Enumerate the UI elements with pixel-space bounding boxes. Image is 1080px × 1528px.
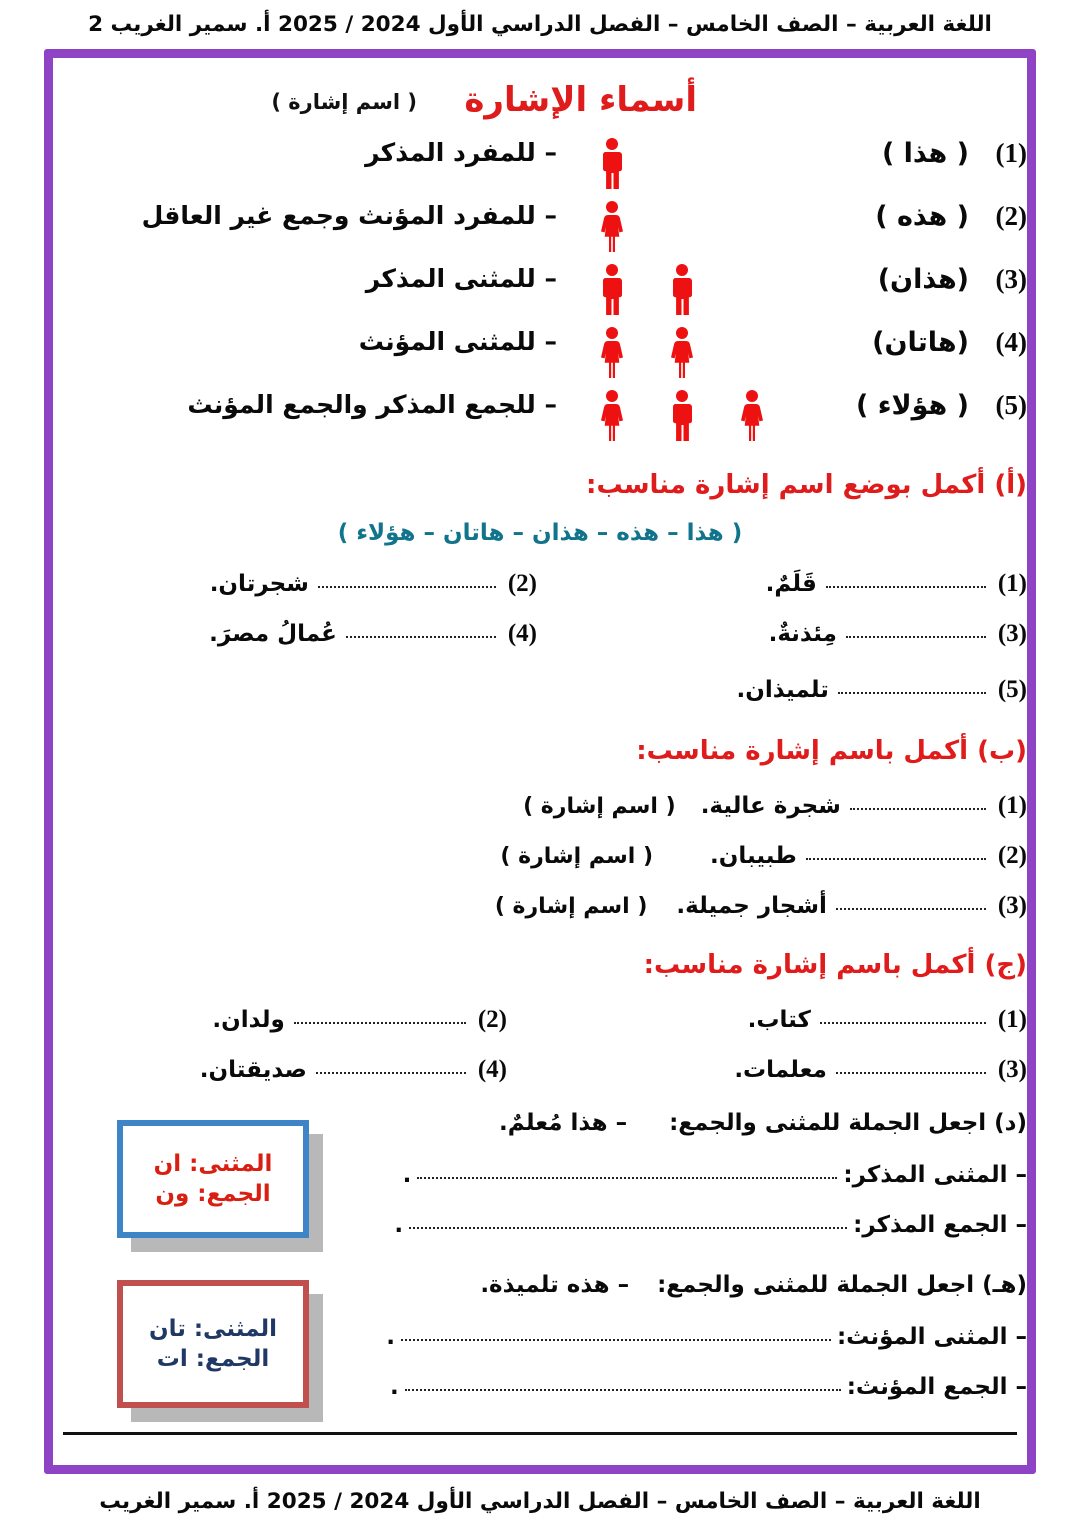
row-description: – للمثنى المؤنث — [358, 327, 557, 356]
item-number: (3) — [997, 620, 1027, 647]
woman-icon — [669, 326, 695, 380]
exercise-item — [766, 620, 1027, 648]
section-d-sentence: – هذا مُعلمٌ. — [499, 1110, 628, 1136]
woman-icon — [739, 389, 765, 443]
answer-blank[interactable] — [294, 1008, 466, 1024]
answer-blank[interactable] — [836, 894, 986, 910]
exercise-item — [197, 1056, 507, 1084]
answer-blank[interactable] — [820, 1008, 986, 1024]
exercise-item — [206, 620, 537, 648]
item-number: (4) — [477, 1056, 507, 1083]
row-number: (1) — [995, 138, 1027, 168]
row-description: – للمفرد المذكر — [365, 138, 557, 167]
exercise-row — [53, 892, 1027, 938]
row-number: (2) — [995, 201, 1027, 231]
row-label — [777, 138, 1027, 169]
exercise-item — [209, 1006, 507, 1034]
page-footer: اللغة العربية – الصف الخامس – الفصل الدراسي الأول 2024 / 2025 أ. سمير الغريب — [99, 1489, 981, 1514]
table-row — [53, 256, 1027, 319]
pictogram-group — [557, 193, 777, 256]
exercise-item — [207, 570, 537, 598]
exercise-item — [763, 570, 1027, 598]
answer-line-label: – المثنى المذكر: — [843, 1162, 1027, 1188]
exercise-item — [745, 1006, 1027, 1034]
item-number: (3) — [997, 1056, 1027, 1083]
exercise-row — [53, 676, 1027, 722]
exercise-item — [523, 792, 1027, 820]
row-number: (3) — [995, 264, 1027, 294]
row-number: (4) — [995, 327, 1027, 357]
woman-icon — [599, 389, 625, 443]
page-header: اللغة العربية – الصف الخامس – الفصل الدراسي الأول 2024 / 2025 أ. سمير الغريب 2 — [88, 12, 992, 37]
item-word: قَلَمٌ. — [765, 571, 817, 597]
section-h-answer-line — [390, 1374, 1027, 1400]
title-row — [53, 80, 1027, 124]
item-word: شجرتان. — [209, 571, 309, 597]
note-plural-rule: الجمع: ون — [155, 1181, 271, 1207]
exercise-row — [53, 842, 1027, 888]
woman-icon — [599, 326, 625, 380]
pictogram-group — [557, 319, 777, 382]
man-icon — [599, 263, 625, 317]
answer-line-label: – الجمع المؤنث: — [846, 1374, 1027, 1400]
answer-blank[interactable] — [405, 1375, 841, 1391]
item-word: تلميذان. — [736, 677, 829, 703]
answer-blank[interactable] — [316, 1058, 466, 1074]
answer-period: . — [394, 1212, 404, 1238]
exercise-item — [495, 892, 1027, 920]
section-d-answer-line — [403, 1162, 1027, 1188]
answer-blank[interactable] — [409, 1213, 847, 1229]
pictogram-group — [557, 130, 777, 193]
answer-blank[interactable] — [417, 1163, 837, 1179]
note-dual-rule: المثنى: ان — [153, 1151, 273, 1177]
exercise-row — [53, 570, 1027, 616]
item-word: ولدان. — [212, 1007, 285, 1033]
item-word: صديقتان. — [199, 1057, 307, 1083]
item-number: (4) — [507, 620, 537, 647]
table-row — [53, 319, 1027, 382]
answer-blank[interactable] — [318, 572, 496, 588]
section-d-heading-text: (د) اجعل الجملة للمثنى والجمع: — [669, 1110, 1027, 1136]
answer-period: . — [402, 1162, 412, 1188]
note-box-feminine — [117, 1280, 309, 1408]
answer-blank[interactable] — [346, 622, 496, 638]
answer-blank[interactable] — [401, 1325, 831, 1341]
exercise-row — [53, 1006, 1027, 1052]
section-h-sentence: – هذه تلميذة. — [480, 1272, 630, 1298]
item-hint: ( اسم إشارة ) — [523, 794, 676, 819]
item-word: معلمات. — [734, 1057, 827, 1083]
worksheet-content — [53, 58, 1027, 1465]
answer-blank[interactable] — [836, 1058, 986, 1074]
row-description: – للمفرد المؤنث وجمع غير العاقل — [141, 201, 557, 230]
section-h-heading — [480, 1272, 1027, 1298]
table-row — [53, 193, 1027, 256]
man-icon — [599, 137, 625, 191]
row-word: (هذان) — [877, 264, 969, 295]
item-number: (3) — [997, 892, 1027, 919]
answer-blank[interactable] — [850, 794, 986, 810]
item-word: عُمالُ مصرَ. — [209, 621, 337, 647]
item-number: (1) — [997, 570, 1027, 597]
answer-line-label: – الجمع المذكر: — [853, 1212, 1027, 1238]
item-hint: ( اسم إشارة ) — [494, 894, 648, 919]
table-row — [53, 382, 1027, 445]
answer-blank[interactable] — [838, 678, 986, 694]
section-h-answer-line — [386, 1324, 1027, 1350]
row-label — [777, 327, 1027, 358]
item-number: (1) — [997, 1006, 1027, 1033]
section-d-heading — [499, 1110, 1027, 1136]
table-row — [53, 130, 1027, 193]
answer-blank[interactable] — [846, 622, 986, 638]
item-number: (2) — [997, 842, 1027, 869]
item-word: مِئذنةٌ. — [768, 621, 837, 647]
row-label — [777, 390, 1027, 421]
row-word: ( هؤلاء ) — [855, 390, 969, 421]
section-h-heading-text: (هـ) اجعل الجملة للمثنى والجمع: — [657, 1272, 1027, 1298]
row-number: (5) — [995, 390, 1027, 420]
exercise-item — [500, 842, 1027, 870]
row-word: ( هذه ) — [875, 201, 969, 232]
man-icon — [669, 263, 695, 317]
section-a-heading: (أ) أكمل بوضع اسم إشارة مناسب: — [586, 470, 1027, 500]
row-word: (هاتان) — [872, 327, 969, 358]
row-word: ( هذا ) — [881, 138, 969, 169]
demonstratives-table — [53, 130, 1027, 445]
pictogram-group — [557, 256, 777, 319]
item-hint: ( اسم إشارة ) — [500, 844, 653, 869]
note-box-masculine — [117, 1120, 309, 1238]
exercise-row — [53, 620, 1027, 666]
answer-blank[interactable] — [826, 572, 986, 588]
item-word: أشجار جميلة. — [676, 893, 827, 919]
item-number: (5) — [997, 676, 1027, 703]
bottom-divider — [63, 1432, 1017, 1435]
row-label — [777, 201, 1027, 232]
page-title: أسماء الإشارة — [464, 80, 697, 120]
row-label — [777, 264, 1027, 295]
item-number: (2) — [477, 1006, 507, 1033]
note-dual-rule: المثنى: تان — [148, 1316, 278, 1342]
item-word: شجرة عالية. — [700, 793, 841, 819]
section-d-answer-line — [394, 1212, 1027, 1238]
woman-icon — [599, 200, 625, 254]
item-number: (1) — [997, 792, 1027, 819]
man-icon — [669, 389, 695, 443]
item-word: كتاب. — [747, 1007, 811, 1033]
row-description: – للمثنى المذكر — [365, 264, 557, 293]
section-b-heading: (ب) أكمل باسم إشارة مناسب: — [636, 736, 1027, 766]
section-a-wordbank: ( هذا – هذه – هذان – هاتان – هؤلاء ) — [337, 520, 743, 546]
section-c-heading: (ج) أكمل باسم إشارة مناسب: — [643, 950, 1027, 980]
note-plural-rule: الجمع: ات — [156, 1346, 270, 1372]
exercise-row — [53, 1056, 1027, 1102]
item-word: طبيبان. — [710, 843, 797, 869]
exercise-row — [53, 792, 1027, 838]
page-subtitle: ( اسم إشارة ) — [271, 90, 417, 114]
item-number: (2) — [507, 570, 537, 597]
answer-line-label: – المثنى المؤنث: — [836, 1324, 1027, 1350]
answer-period: . — [386, 1324, 395, 1350]
answer-blank[interactable] — [806, 844, 986, 860]
answer-period: . — [389, 1374, 399, 1400]
row-description: – للجمع المذكر والجمع المؤنث — [187, 390, 557, 419]
exercise-item — [731, 1056, 1027, 1084]
pictogram-group — [557, 382, 777, 445]
exercise-item — [733, 676, 1027, 704]
